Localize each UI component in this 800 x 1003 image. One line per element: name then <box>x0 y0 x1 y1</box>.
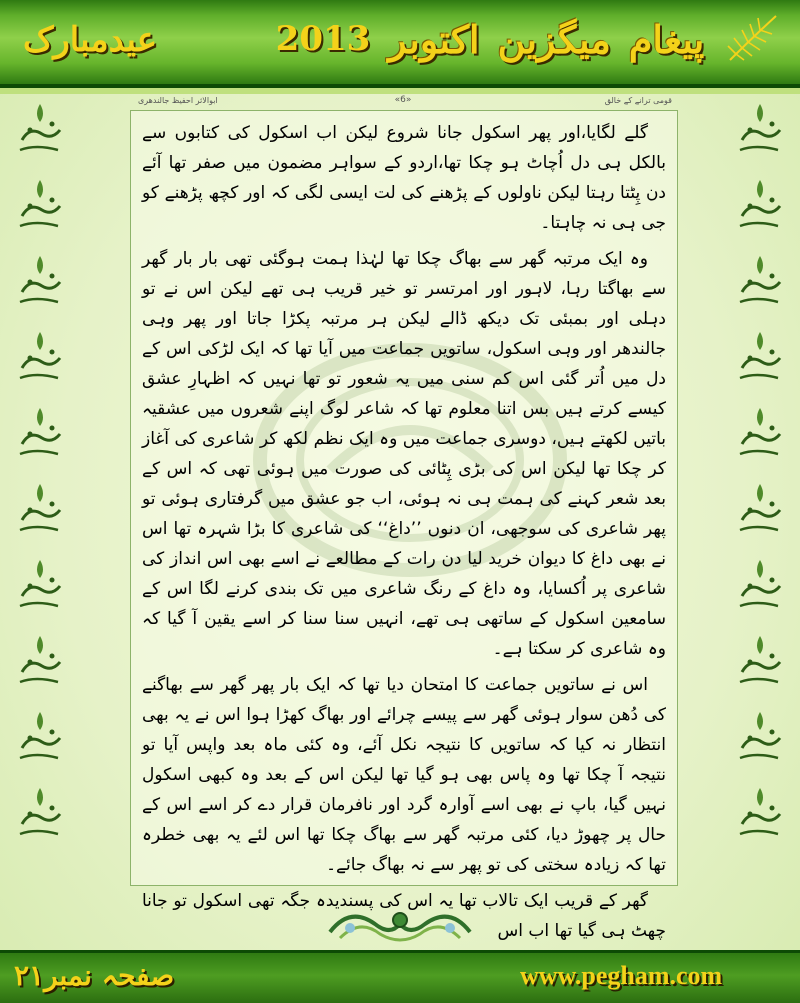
eid-mubarak-text: عیدمبارک <box>22 20 158 60</box>
calligraphy-ornament-icon <box>732 708 788 766</box>
calligraphy-ornament-icon <box>732 100 788 158</box>
paragraph: وہ ایک مرتبہ گھر سے بھاگ چکا تھا لہٰذا ہمت ہوگئی تھی بار بار گھر سے بھاگتا رہا، لاہور اور امرتسر تو خیر قریب ہی تھے لیکن اس نے تو دہلی اور بمبئی تک دیکھ ڈالے لیکن ہر مرتبہ پکڑا جاتا اور پھر وہی جالندھر اور وہی اسکول، ساتویں جماعت میں آیا تھا کہ ایک لڑکی اس کے دل میں اُتر گئی اس کم سنی میں یہ شعور تو تھا نہیں کہ اظہارِ عشق کیسے کرتے ہیں بس اتنا معلوم تھا کہ شاعر لوگ اپنے شعروں میں عشقیہ باتیں لکھتے ہیں، دوسری جماعت میں وہ ایک نظم لکھ کر شاعری کی آغاز کر چکا تھا لیکن اس کی بڑی پِٹائی کی صورت میں ہوئی تھی کہ اس کے بعد شعر کہنے کی ہمت ہی نہ ہوئی، اب جو عشق میں گرفتاری ہوئی تو پھر شاعری کی سوجھی، ان دنوں ’’داغ‘‘ کی شاعری کا بڑا شہرہ تھا اس نے بھی داغ کا دیوان خرید لیا دن رات کے مطالعے نے اسے بھی اس انداز کی شاعری پر اُکسایا، وہ داغ کے رنگ شاعری میں تک بندی کرنے لگا اس کے سامعین اسکول کے ساتھی ہی تھے، انہیں سنا سنا کر اسے یقین آ گیا کہ وہ شاعری کر سکتا ہے۔ <box>142 249 666 659</box>
running-head-author: ابوالاثر احفیظ جالندھری <box>138 95 218 105</box>
paragraph: گلے لگایا،اور پھر اسکول جانا شروع لیکن اب اسکول کی کتابوں سے بالکل ہی دل اُچاٹ ہو چکا تھا،اردو کے سواہر مضمون میں صفر تھا آئے دن پِٹتا رہتا لیکن ناولوں کے پڑھنے کی لت ایسی لگی کہ اور کچھ پڑھنے کو جی ہی نہ چاہتا۔ <box>142 123 666 233</box>
palm-leaf-icon <box>724 10 780 66</box>
calligraphy-ornament-icon <box>732 632 788 690</box>
left-border <box>4 100 76 870</box>
calligraphy-ornament-icon <box>732 252 788 310</box>
magazine-title <box>270 8 710 70</box>
calligraphy-ornament-icon <box>12 784 68 842</box>
calligraphy-ornament-icon <box>12 252 68 310</box>
header-banner <box>0 0 800 88</box>
calligraphy-ornament-icon <box>12 480 68 538</box>
calligraphy-ornament-icon <box>732 480 788 538</box>
calligraphy-ornament-icon <box>12 708 68 766</box>
calligraphy-ornament-icon <box>732 404 788 462</box>
calligraphy-ornament-icon <box>732 784 788 842</box>
calligraphy-ornament-icon <box>732 556 788 614</box>
scroll-ornament-icon <box>320 898 480 950</box>
title-word-magazine: میگزین <box>497 16 611 62</box>
paragraph: گھر کے قریب ایک تالاب تھا یہ اس کی پسندیدہ جگہ تھی اسکول تو جانا چھٹ ہی گیا تھا اب اس <box>142 891 666 941</box>
website-link[interactable]: www.pegham.com <box>520 961 723 990</box>
eid-mubarak-badge <box>10 8 170 72</box>
title-year: 2013 <box>275 19 371 59</box>
title-word-pegham: پیغام <box>628 16 705 62</box>
calligraphy-ornament-icon <box>12 556 68 614</box>
calligraphy-ornament-icon <box>732 328 788 386</box>
article-body <box>142 118 666 952</box>
calligraphy-ornament-icon <box>12 176 68 234</box>
right-border <box>724 100 796 870</box>
calligraphy-ornament-icon <box>12 404 68 462</box>
running-head <box>130 92 676 108</box>
running-head-article: قومی ترانے کے خالق <box>604 95 672 105</box>
calligraphy-ornament-icon <box>12 632 68 690</box>
calligraphy-ornament-icon <box>12 100 68 158</box>
title-word-month: اکتوبر <box>388 16 480 62</box>
calligraphy-ornament-icon <box>12 328 68 386</box>
calligraphy-ornament-icon <box>732 176 788 234</box>
running-head-page: «6» <box>394 95 412 105</box>
footer-banner <box>0 950 800 1003</box>
page-number: صفحہ نمبر۲۱ <box>14 959 175 992</box>
paragraph: اس نے ساتویں جماعت کا امتحان دیا تھا کہ ایک بار پھر گھر سے بھاگنے کی دُھن سوار ہوئی گھر سے پیسے چرائے اور بھاگ کھڑا ہوا اس نے یہ بھی انتظار نہ کیا کہ ساتویں کا نتیجہ نکل آئے، وہ کئی ماہ بعد واپس آیا تو نتیجہ آ چکا تھا وہ پاس بھی ہو گیا تھا لیکن اس کے بعد وہ کبھی اسکول نہیں گیا، باپ نے بھی اسے آوارہ گرد اور نافرمان قرار دے کر اسے اس کے حال پر چھوڑ دیا، کئی مرتبہ گھر سے بھاگ چکا تھا اس لئے یہ بھی خطرہ تھا کہ زیادہ سختی کی تو پھر سے نہ بھاگ جائے۔ <box>142 675 666 875</box>
